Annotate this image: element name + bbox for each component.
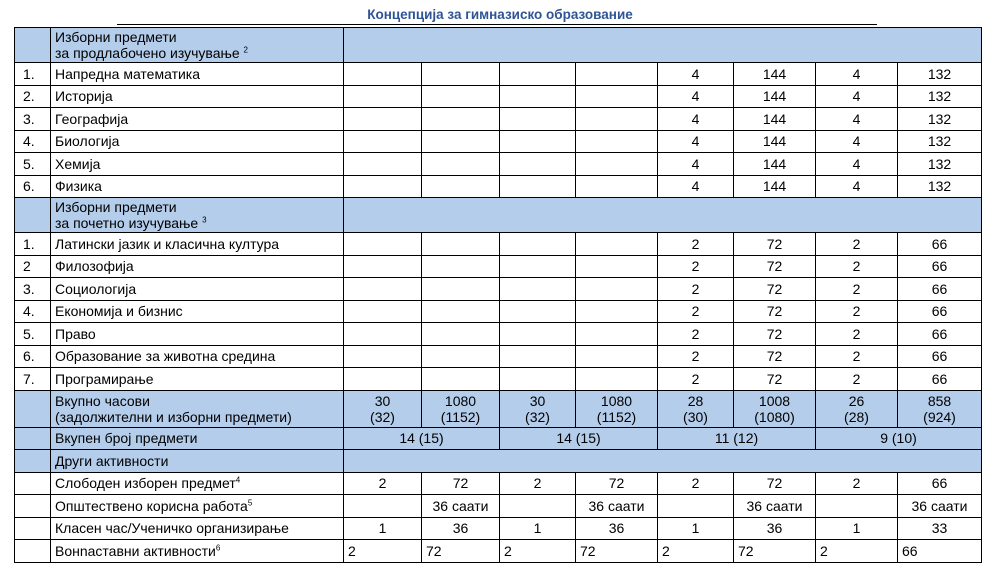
- empty-cell: [576, 345, 658, 368]
- free-elective-value: 2: [500, 472, 576, 495]
- annual-hours: 72: [734, 278, 816, 301]
- empty-cell: [344, 63, 422, 86]
- annual-hours: 66: [898, 233, 982, 256]
- weekly-hours: 4: [816, 153, 898, 176]
- empty-cell: [500, 255, 576, 278]
- extracurricular-value: 2: [500, 540, 576, 563]
- weekly-hours: 2: [658, 233, 734, 256]
- annual-hours: 132: [898, 153, 982, 176]
- empty-cell: [576, 85, 658, 108]
- empty-cell: [422, 300, 500, 323]
- subject-name: Социологија: [51, 278, 344, 301]
- table-row: [15, 130, 982, 153]
- subject-name: Филозофија: [51, 255, 344, 278]
- free-elective-value: 2: [816, 472, 898, 495]
- row-number: 3.: [15, 108, 51, 131]
- extracurricular-value: 72: [422, 540, 500, 563]
- table-row: [15, 255, 982, 278]
- annual-hours: 132: [898, 175, 982, 198]
- weekly-hours: 4: [816, 108, 898, 131]
- empty-cell: [576, 175, 658, 198]
- free-elective-row: [15, 472, 982, 495]
- empty-cell: [500, 278, 576, 301]
- empty-cell: [576, 323, 658, 346]
- table-row: [15, 108, 982, 131]
- class-hour-value: 1: [344, 517, 422, 540]
- empty-cell: [500, 300, 576, 323]
- table-row: [15, 63, 982, 86]
- weekly-hours: 2: [816, 368, 898, 391]
- community-work-value: 36 саати: [898, 495, 982, 518]
- annual-hours: 132: [898, 108, 982, 131]
- table-row: [15, 323, 982, 346]
- extracurricular-value: 2: [344, 540, 422, 563]
- header-divider: [117, 24, 877, 25]
- empty-cell: [344, 233, 422, 256]
- total-hours-value: 30 (32): [500, 390, 576, 427]
- free-elective-value: 72: [576, 472, 658, 495]
- total-subjects-value: 14 (15): [500, 427, 658, 450]
- annual-hours: 66: [898, 278, 982, 301]
- weekly-hours: 4: [816, 85, 898, 108]
- total-hours-value: 858 (924): [898, 390, 982, 427]
- empty-cell: [344, 130, 422, 153]
- table-row: [15, 345, 982, 368]
- empty-cell: [422, 175, 500, 198]
- weekly-hours: 4: [658, 63, 734, 86]
- subject-name: Биологија: [51, 130, 344, 153]
- empty-cell: [422, 323, 500, 346]
- table-row: [15, 300, 982, 323]
- free-elective-value: 66: [898, 472, 982, 495]
- annual-hours: 66: [898, 345, 982, 368]
- free-elective-value: 72: [422, 472, 500, 495]
- weekly-hours: 2: [658, 278, 734, 301]
- empty-cell: [500, 495, 576, 518]
- empty-cell: [576, 63, 658, 86]
- annual-hours: 132: [898, 85, 982, 108]
- extracurricular-value: 72: [734, 540, 816, 563]
- row-number: 4.: [15, 300, 51, 323]
- document-header: [0, 6, 1000, 24]
- annual-hours: 144: [734, 175, 816, 198]
- annual-hours: 66: [898, 368, 982, 391]
- weekly-hours: 2: [816, 345, 898, 368]
- class-hour-value: 36: [576, 517, 658, 540]
- total-hours-row: [15, 390, 982, 427]
- other-activities-label: Други активности: [51, 450, 344, 473]
- weekly-hours: 2: [658, 255, 734, 278]
- weekly-hours: 2: [816, 255, 898, 278]
- row-number: 6.: [15, 175, 51, 198]
- community-work-label: Општествено корисна работа$^5$: [51, 495, 344, 518]
- annual-hours: 72: [734, 233, 816, 256]
- class-hour-label: Класен час/Ученичко организирање: [51, 517, 344, 540]
- empty-cell: [576, 108, 658, 131]
- empty-cell: [344, 323, 422, 346]
- weekly-hours: 2: [816, 323, 898, 346]
- extracurricular-value: 66: [898, 540, 982, 563]
- empty-cell: [344, 85, 422, 108]
- total-subjects-value: 11 (12): [658, 427, 816, 450]
- empty-cell: [658, 495, 734, 518]
- empty-cell: [422, 233, 500, 256]
- empty-cell: [344, 255, 422, 278]
- annual-hours: 72: [734, 368, 816, 391]
- row-number: 7.: [15, 368, 51, 391]
- empty-cell: [422, 345, 500, 368]
- total-subjects-row: [15, 427, 982, 450]
- annual-hours: 144: [734, 85, 816, 108]
- extracurricular-value: 72: [576, 540, 658, 563]
- total-subjects-value: 14 (15): [344, 427, 500, 450]
- community-work-row: [15, 495, 982, 518]
- subject-name: Напредна математика: [51, 63, 344, 86]
- empty-cell: [576, 130, 658, 153]
- annual-hours: 72: [734, 255, 816, 278]
- class-hour-value: 33: [898, 517, 982, 540]
- total-hours-value: 1080 (1152): [576, 390, 658, 427]
- subject-name: Право: [51, 323, 344, 346]
- annual-hours: 144: [734, 153, 816, 176]
- annual-hours: 72: [734, 323, 816, 346]
- weekly-hours: 4: [658, 108, 734, 131]
- total-hours-label: Вкупно часови (задолжителни и изборни предмети): [51, 390, 344, 427]
- weekly-hours: 4: [658, 153, 734, 176]
- row-number: 1.: [15, 63, 51, 86]
- free-elective-value: 2: [658, 472, 734, 495]
- class-hour-row: [15, 517, 982, 540]
- table-row: [15, 233, 982, 256]
- row-number: 5.: [15, 323, 51, 346]
- extracurricular-value: 2: [816, 540, 898, 563]
- weekly-hours: 4: [816, 175, 898, 198]
- table-row: [15, 278, 982, 301]
- class-hour-value: 1: [500, 517, 576, 540]
- weekly-hours: 4: [658, 85, 734, 108]
- weekly-hours: 4: [658, 130, 734, 153]
- subject-name: Програмирање: [51, 368, 344, 391]
- row-number: 6.: [15, 345, 51, 368]
- extracurricular-row: [15, 540, 982, 563]
- empty-cell: [576, 300, 658, 323]
- subject-name: Историја: [51, 85, 344, 108]
- other-activities-row: [15, 450, 982, 473]
- empty-cell: [500, 323, 576, 346]
- annual-hours: 132: [898, 130, 982, 153]
- class-hour-value: 1: [658, 517, 734, 540]
- curriculum-table: [14, 27, 982, 563]
- empty-cell: [500, 85, 576, 108]
- empty-cell: [500, 108, 576, 131]
- empty-cell: [500, 175, 576, 198]
- subject-name: Образование за животна средина: [51, 345, 344, 368]
- empty-cell: [344, 175, 422, 198]
- empty-cell: [422, 85, 500, 108]
- total-hours-value: 26 (28): [816, 390, 898, 427]
- free-elective-value: 2: [344, 472, 422, 495]
- row-number: 5.: [15, 153, 51, 176]
- total-subjects-value: 9 (10): [816, 427, 982, 450]
- empty-cell: [422, 108, 500, 131]
- weekly-hours: 2: [658, 368, 734, 391]
- section-header-advanced: [15, 28, 982, 63]
- free-elective-label: Слободен изборен предмет$^4$: [51, 472, 344, 495]
- section-title-advanced: Изборни предмети за продлабочено изучување $^2$: [51, 28, 344, 63]
- empty-cell: [344, 278, 422, 301]
- empty-cell: [500, 153, 576, 176]
- empty-cell: [816, 495, 898, 518]
- subject-name: Физика: [51, 175, 344, 198]
- row-number: 1.: [15, 233, 51, 256]
- annual-hours: 66: [898, 323, 982, 346]
- empty-cell: [576, 255, 658, 278]
- document-title: Концепција за гимназиско образование: [367, 7, 633, 22]
- subject-name: Географија: [51, 108, 344, 131]
- annual-hours: 72: [734, 345, 816, 368]
- empty-cell: [422, 255, 500, 278]
- subject-name: Хемија: [51, 153, 344, 176]
- total-hours-value: 28 (30): [658, 390, 734, 427]
- total-hours-value: 1008 (1080): [734, 390, 816, 427]
- empty-cell: [500, 345, 576, 368]
- section-header-initial: [15, 198, 982, 233]
- total-subjects-label: Вкупен број предмети: [51, 427, 344, 450]
- empty-cell: [344, 345, 422, 368]
- annual-hours: 144: [734, 108, 816, 131]
- annual-hours: 144: [734, 63, 816, 86]
- row-number: 2: [15, 255, 51, 278]
- weekly-hours: 2: [658, 323, 734, 346]
- weekly-hours: 2: [816, 233, 898, 256]
- annual-hours: 144: [734, 130, 816, 153]
- table-row: [15, 153, 982, 176]
- empty-cell: [576, 153, 658, 176]
- empty-cell: [500, 130, 576, 153]
- table-row: [15, 85, 982, 108]
- empty-cell: [344, 300, 422, 323]
- weekly-hours: 4: [816, 130, 898, 153]
- weekly-hours: 4: [816, 63, 898, 86]
- class-hour-value: 1: [816, 517, 898, 540]
- annual-hours: 66: [898, 300, 982, 323]
- extracurricular-label: Вонnаставни активности$^6$: [51, 540, 344, 563]
- table-row: [15, 368, 982, 391]
- empty-cell: [500, 233, 576, 256]
- section-title-initial: Изборни предмети за почетно изучување $^3$: [51, 198, 344, 233]
- community-work-value: 36 саати: [734, 495, 816, 518]
- community-work-value: 36 саати: [576, 495, 658, 518]
- weekly-hours: 2: [816, 278, 898, 301]
- free-elective-value: 72: [734, 472, 816, 495]
- empty-cell: [344, 495, 422, 518]
- subject-name: Латински јазик и класична култура: [51, 233, 344, 256]
- empty-cell: [422, 368, 500, 391]
- weekly-hours: 4: [658, 175, 734, 198]
- weekly-hours: 2: [816, 300, 898, 323]
- empty-cell: [422, 130, 500, 153]
- extracurricular-value: 2: [658, 540, 734, 563]
- empty-cell: [422, 153, 500, 176]
- empty-cell: [422, 278, 500, 301]
- empty-cell: [576, 368, 658, 391]
- empty-cell: [344, 108, 422, 131]
- row-number: 2.: [15, 85, 51, 108]
- row-number: 4.: [15, 130, 51, 153]
- class-hour-value: 36: [734, 517, 816, 540]
- class-hour-value: 36: [422, 517, 500, 540]
- empty-cell: [576, 233, 658, 256]
- empty-cell: [500, 368, 576, 391]
- annual-hours: 132: [898, 63, 982, 86]
- subject-name: Економија и бизнис: [51, 300, 344, 323]
- empty-cell: [344, 368, 422, 391]
- total-hours-value: 30 (32): [344, 390, 422, 427]
- row-number: 3.: [15, 278, 51, 301]
- weekly-hours: 2: [658, 300, 734, 323]
- table-row: [15, 175, 982, 198]
- community-work-value: 36 саати: [422, 495, 500, 518]
- empty-cell: [422, 63, 500, 86]
- annual-hours: 72: [734, 300, 816, 323]
- empty-cell: [344, 153, 422, 176]
- annual-hours: 66: [898, 255, 982, 278]
- total-hours-value: 1080 (1152): [422, 390, 500, 427]
- weekly-hours: 2: [658, 345, 734, 368]
- empty-cell: [576, 278, 658, 301]
- empty-cell: [500, 63, 576, 86]
